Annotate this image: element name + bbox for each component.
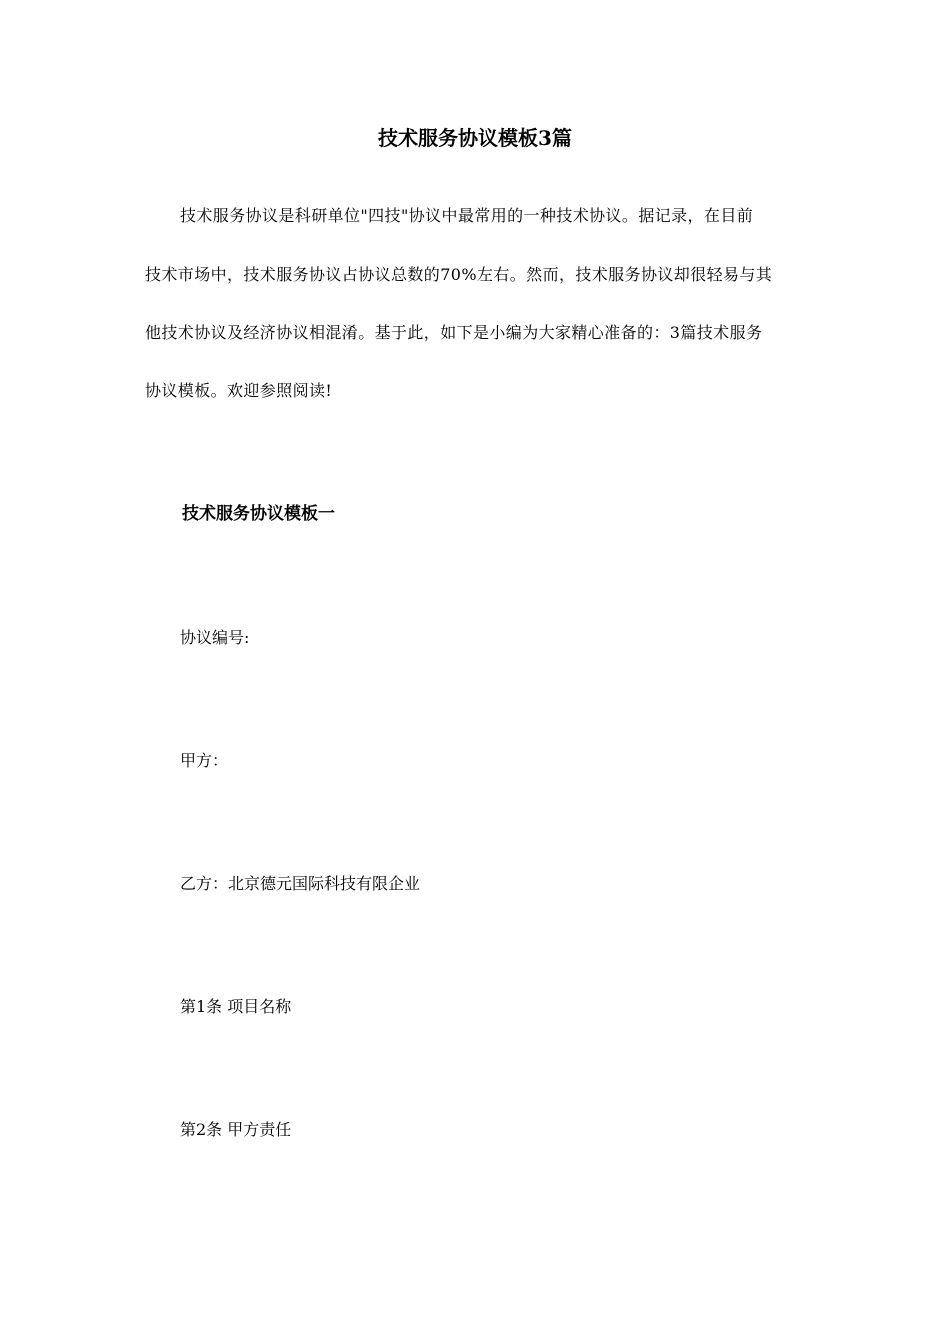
agreement-number-field: 协议编号: <box>180 628 250 647</box>
article-1-heading: 第1条 项目名称 <box>180 997 292 1016</box>
section-heading: 技术服务协议模板一 <box>182 504 335 524</box>
article-2-heading: 第2条 甲方责任 <box>180 1120 292 1139</box>
document-title: 技术服务协议模板3篇 <box>378 126 572 150</box>
intro-paragraph-line: 他技术协议及经济协议相混淆。基于此，如下是小编为大家精心准备的：3篇技术服务 <box>145 323 763 342</box>
intro-paragraph-line: 技术服务协议是科研单位"四技"协议中最常用的一种技术协议。据记录，在目前 <box>180 206 754 225</box>
intro-paragraph-line: 技术市场中，技术服务协议占协议总数的70%左右。然而，技术服务协议却很轻易与其 <box>145 265 773 284</box>
intro-paragraph-line: 协议模板。欢迎参照阅读! <box>145 381 333 400</box>
party-b-field: 乙方：北京德元国际科技有限企业 <box>180 874 421 893</box>
party-a-field: 甲方： <box>180 751 229 770</box>
